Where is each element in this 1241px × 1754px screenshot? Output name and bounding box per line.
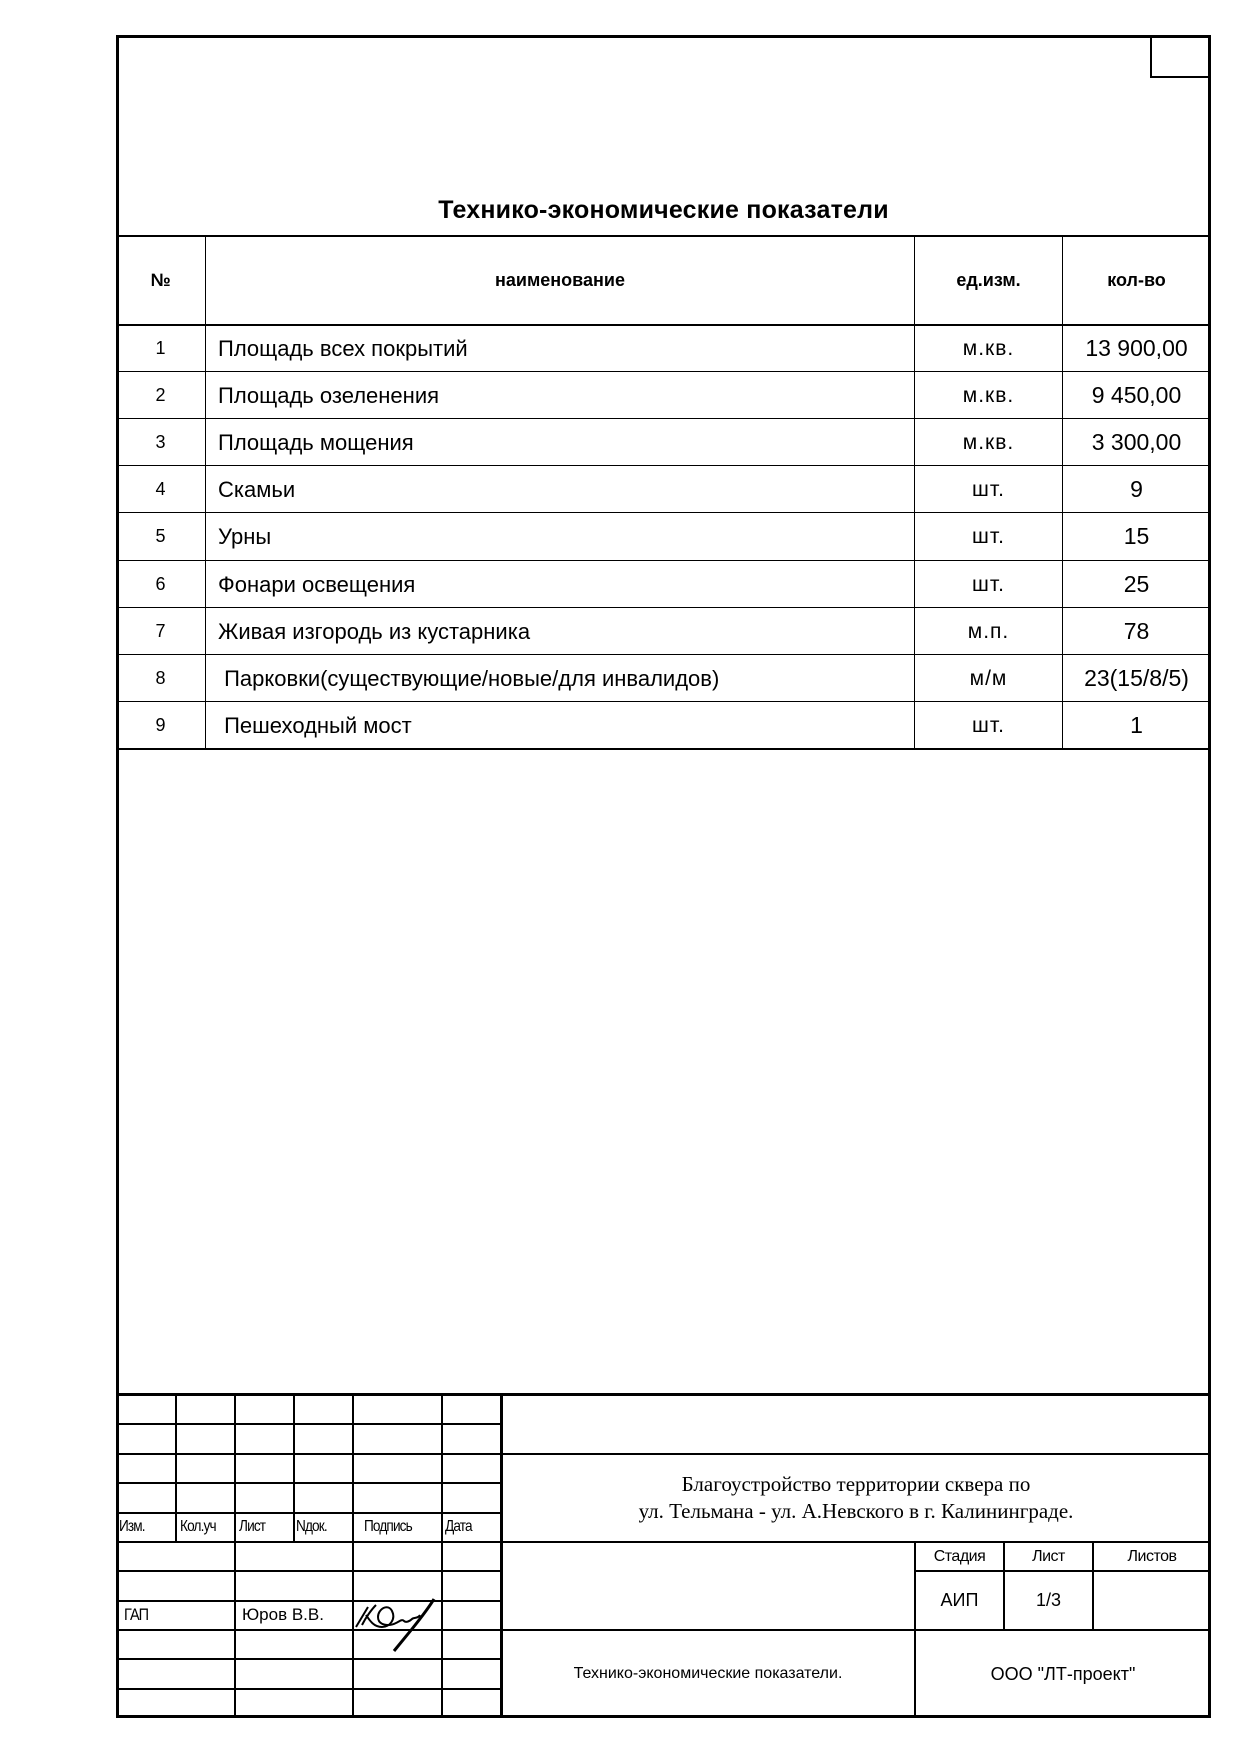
role-gap: ГАП [124,1605,149,1624]
label-ndok: Nдок. [296,1518,327,1535]
row-unit: шт. [972,572,1005,596]
row-qty: 9 450,00 [1091,382,1182,408]
header-unit: ед.изм. [956,270,1021,290]
row-num: 1 [155,338,166,358]
row-qty: 15 [1123,523,1150,549]
label-data: Дата [445,1518,472,1535]
row-num: 9 [155,715,166,735]
row-qty: 78 [1123,618,1150,644]
stage-label: Стадия [933,1547,986,1565]
row-name: Парковки(существующие/новые/для инвалидов) [218,665,720,691]
page-title: Технико-экономические показатели [438,196,889,224]
sheet-name: Технико-экономические показатели. [573,1665,843,1682]
row-qty: 3 300,00 [1091,429,1182,455]
row-name: Урны [218,523,272,549]
row-num: 4 [155,479,166,499]
project-title-line2: ул. Тельмана - ул. А.Невского в г. Калининграде. [638,1499,1074,1523]
row-name: Пешеходный мост [218,712,412,738]
row-name: Площадь всех покрытий [218,335,468,361]
row-num: 8 [155,668,166,688]
corner-stamp-box [1150,35,1211,78]
row-unit: шт. [972,477,1005,501]
project-title [502,1455,1210,1541]
label-list: Лист [239,1518,266,1535]
stage-value: АИП [940,1590,979,1610]
row-num: 7 [155,621,166,641]
row-num: 5 [155,526,166,546]
label-kol-uch: Кол.уч [180,1518,216,1535]
sheets-label: Листов [1127,1547,1177,1565]
signer-name: Юров В.В. [242,1605,324,1624]
row-unit: шт. [972,713,1005,737]
row-qty: 13 900,00 [1085,335,1188,361]
label-podpis: Подпись [364,1518,412,1535]
company-name: ООО "ЛТ-проект" [990,1663,1136,1684]
row-unit: м/м [969,666,1008,690]
row-name: Площадь озеленения [218,382,440,408]
row-name: Скамьи [218,476,296,502]
header-num: № [150,270,171,290]
row-num: 6 [155,574,166,594]
row-name: Площадь мощения [218,429,414,455]
row-name: Живая изгородь из кустарника [218,618,531,644]
row-qty: 25 [1123,571,1150,597]
sheet-value: 1/3 [1035,1590,1062,1610]
row-name: Фонари освещения [218,571,416,597]
row-qty: 9 [1130,476,1143,502]
sheets-value [1094,1572,1210,1629]
label-izm: Изм. [119,1518,145,1535]
header-name: наименование [495,270,625,290]
row-unit: м.кв. [962,430,1015,454]
row-num: 3 [155,432,166,452]
row-unit: м.п. [967,619,1010,643]
sheet-label: Лист [1032,1547,1065,1565]
header-qty: кол-во [1107,270,1166,290]
signature-icon [352,1595,442,1655]
project-title-line1: Благоустройство территории сквера по [681,1472,1031,1496]
row-unit: м.кв. [962,383,1015,407]
row-num: 2 [155,385,166,405]
row-unit: м.кв. [962,336,1015,360]
row-qty: 23(15/8/5) [1084,665,1189,691]
row-unit: шт. [972,524,1005,548]
row-qty: 1 [1130,712,1143,738]
